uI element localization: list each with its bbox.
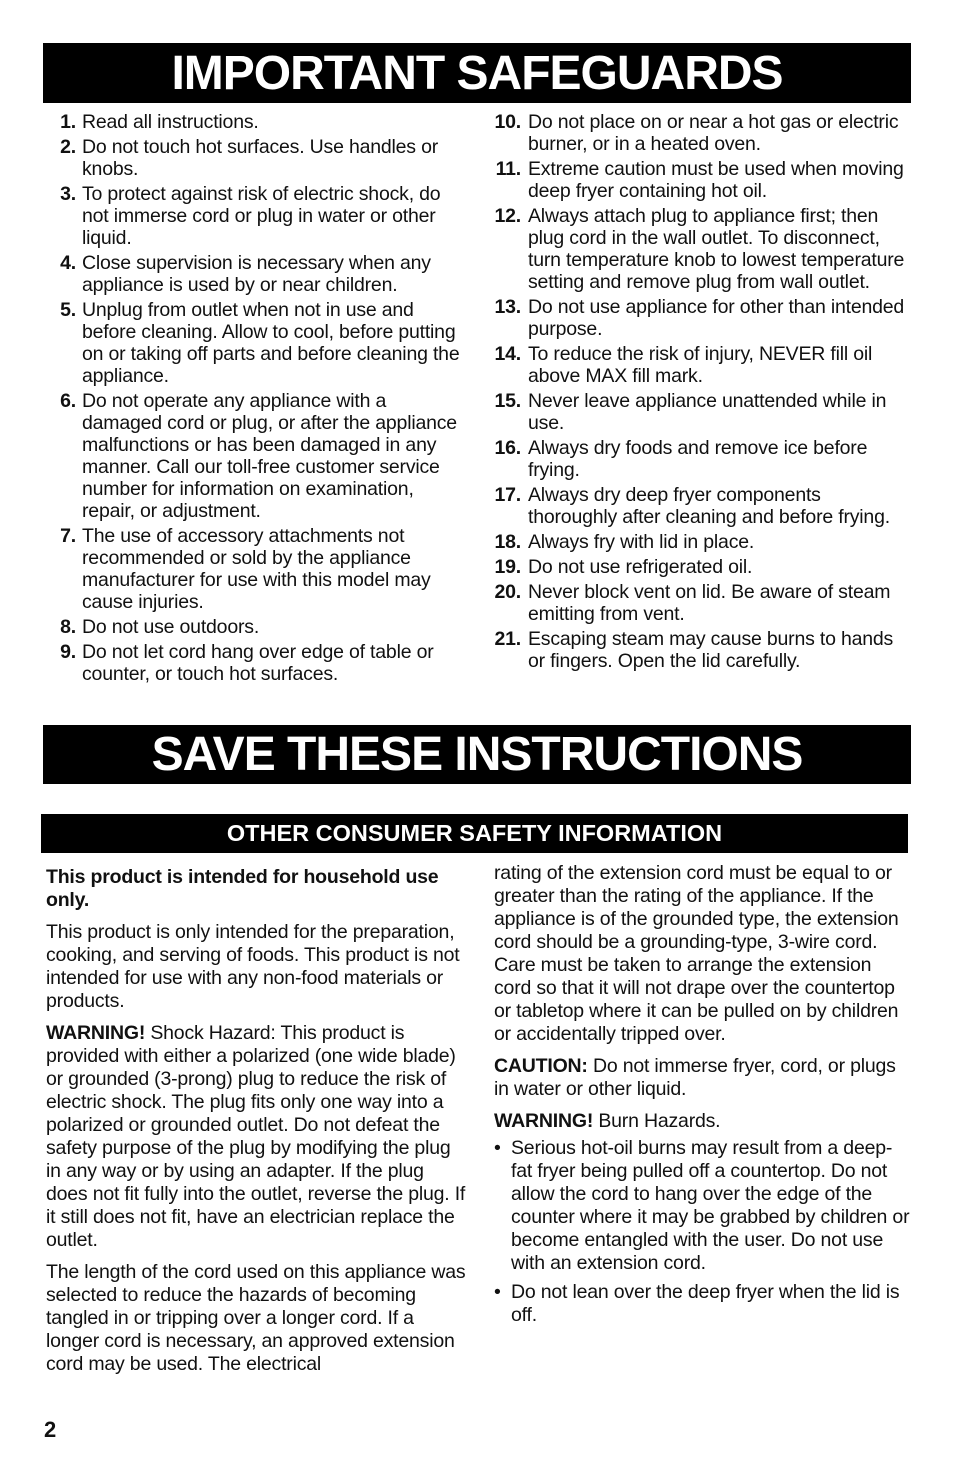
item-number: 6. xyxy=(60,390,76,412)
item-number: 4. xyxy=(60,252,76,274)
item-number: 20. xyxy=(494,581,521,603)
burn-warning-paragraph xyxy=(494,1110,910,1133)
burn-text: Burn Hazards. xyxy=(598,1110,721,1132)
shock-warning-paragraph xyxy=(46,1022,466,1252)
item-number: 19. xyxy=(494,556,521,578)
safeguard-item xyxy=(50,183,465,249)
safeguard-item xyxy=(486,484,906,528)
item-text: Read all instructions. xyxy=(82,111,259,133)
item-number: 13. xyxy=(494,296,521,318)
item-number: 8. xyxy=(60,616,76,638)
item-text: Do not use refrigerated oil. xyxy=(528,556,753,578)
save-instructions-banner: SAVE THESE INSTRUCTIONS xyxy=(43,725,911,784)
safeguard-item xyxy=(50,252,465,296)
item-text: Do not use outdoors. xyxy=(82,616,260,638)
item-number: 21. xyxy=(494,628,521,650)
safeguards-list-right xyxy=(486,111,906,672)
safeguard-item xyxy=(486,390,906,434)
item-text: To protect against risk of electric shock, do not immerse cord or plug in water or other liquid. xyxy=(82,183,441,249)
other-safety-banner: OTHER CONSUMER SAFETY INFORMATION xyxy=(41,814,908,853)
item-text: Extreme caution must be used when moving deep fryer containing hot oil. xyxy=(528,158,904,202)
bullet-icon: • xyxy=(494,1137,501,1159)
safeguards-left-column xyxy=(50,111,465,688)
safeguards-list-left xyxy=(50,111,465,685)
item-text: The use of accessory attachments not recommended or sold by the appliance manufacturer for use with this model may cause injuries. xyxy=(82,525,431,613)
safeguard-item xyxy=(486,111,906,155)
item-number: 16. xyxy=(494,437,521,459)
item-number: 1. xyxy=(60,111,76,133)
page-number: 2 xyxy=(44,1417,57,1442)
safeguard-item xyxy=(50,616,465,638)
safeguard-item xyxy=(486,581,906,625)
item-number: 18. xyxy=(494,531,521,553)
safeguard-item xyxy=(486,158,906,202)
item-text: Always fry with lid in place. xyxy=(528,531,755,553)
bullet-icon: • xyxy=(494,1281,501,1303)
item-number: 17. xyxy=(494,484,521,506)
item-number: 7. xyxy=(60,525,76,547)
safeguard-item xyxy=(50,641,465,685)
safeguard-item xyxy=(486,628,906,672)
safeguard-item xyxy=(50,525,465,613)
safeguard-item xyxy=(486,343,906,387)
item-number: 5. xyxy=(60,299,76,321)
item-text: Always attach plug to appliance first; then plug cord in the wall outlet. To disconnect, turn temperature knob to lowest temperature setting and remove plug from wall outlet. xyxy=(528,205,905,293)
caution-text: Do not immerse fryer, cord, or plugs in water or other liquid. xyxy=(494,1055,896,1100)
item-number: 12. xyxy=(494,205,521,227)
bullet-item xyxy=(494,1137,910,1275)
shock-text: Shock Hazard: This product is provided with either a polarized (one wide blade) or grounded (3-prong) plug to reduce the risk of electric shock. The plug fits only one way into a polarized or grounded outlet. Do not defeat the safety purpose of the plug by modifying the plug in any way or by using an adapter. If the plug does not fit fully into the outlet, reverse the plug. If it still does not fit, have an electrician replace the outlet. xyxy=(46,1022,466,1251)
safeguard-item xyxy=(486,296,906,340)
item-text: Do not place on or near a hot gas or electric burner, or in a heated oven. xyxy=(528,111,899,155)
item-text: Do not operate any appliance with a damaged cord or plug, or after the appliance malfunctions or has been damaged in any manner. Call our toll-free customer service number for information on examination, repair, or adjustment. xyxy=(82,390,457,522)
safeguard-item xyxy=(50,390,465,522)
bullet-text: Serious hot-oil burns may result from a deep-fat fryer being pulled off a countertop. Do not allow the cord to hang over the edge of the counter where it may be grabbed by children or become entangled with the user. Do not use with an extension cord. xyxy=(511,1137,910,1274)
other-info-left-column xyxy=(46,866,466,1385)
item-number: 11. xyxy=(495,158,521,180)
safeguard-item xyxy=(50,136,465,180)
item-number: 15. xyxy=(494,390,521,412)
safeguard-item xyxy=(50,299,465,387)
item-text: Unplug from outlet when not in use and before cleaning. Allow to cool, before putting on or taking off parts and before cleaning the appliance. xyxy=(82,299,460,387)
safeguard-item xyxy=(486,205,906,293)
safeguard-item xyxy=(486,531,906,553)
burn-bullet-list xyxy=(494,1137,910,1327)
bullet-item xyxy=(494,1281,910,1327)
safeguard-item xyxy=(486,556,906,578)
item-text: Always dry deep fryer components thoroughly after cleaning and before frying. xyxy=(528,484,890,528)
caution-paragraph xyxy=(494,1055,910,1101)
caution-label: CAUTION: xyxy=(494,1055,588,1077)
item-text: Do not use appliance for other than intended purpose. xyxy=(528,296,905,340)
item-text: Always dry foods and remove ice before frying. xyxy=(528,437,868,481)
item-text: Escaping steam may cause burns to hands or fingers. Open the lid carefully. xyxy=(528,628,894,672)
cord-paragraph-part1: The length of the cord used on this appliance was selected to reduce the hazards of becoming tangled in or tripping over a longer cord. If a longer cord is necessary, an approved extension cord may be used. The electrical xyxy=(46,1261,466,1375)
item-text: Never leave appliance unattended while in use. xyxy=(528,390,887,434)
household-heading: This product is intended for household use only. xyxy=(46,866,439,911)
item-number: 14. xyxy=(494,343,521,365)
item-text: Do not let cord hang over edge of table or counter, or touch hot surfaces. xyxy=(82,641,434,685)
item-number: 2. xyxy=(60,136,76,158)
item-text: Never block vent on lid. Be aware of steam emitting from vent. xyxy=(528,581,891,625)
item-number: 3. xyxy=(60,183,76,205)
burn-warning-label: WARNING! xyxy=(494,1110,594,1132)
item-number: 10. xyxy=(494,111,521,133)
item-text: To reduce the risk of injury, NEVER fill oil above MAX fill mark. xyxy=(528,343,873,387)
other-info-right-column xyxy=(494,862,910,1333)
warning-label: WARNING! xyxy=(46,1022,146,1044)
safeguards-right-column xyxy=(486,111,906,675)
safeguard-item xyxy=(50,111,465,133)
household-paragraph: This product is only intended for the preparation, cooking, and serving of foods. This product is not intended for use with any non-food materials or products. xyxy=(46,921,460,1012)
item-text: Do not touch hot surfaces. Use handles or knobs. xyxy=(82,136,439,180)
item-text: Close supervision is necessary when any appliance is used by or near children. xyxy=(82,252,431,296)
cord-paragraph-part2: rating of the extension cord must be equal to or greater than the rating of the appliance. If the appliance is of the grounded type, the extension cord should be a grounding-type, 3-wire cord. Care must be taken to arrange the extension cord so that it will not drape over the countertop or tabletop where it can be pulled on by children or accidentally tripped over. xyxy=(494,862,899,1045)
important-safeguards-banner: IMPORTANT SAFEGUARDS xyxy=(43,43,911,103)
bullet-text: Do not lean over the deep fryer when the lid is off. xyxy=(511,1281,900,1326)
safeguard-item xyxy=(486,437,906,481)
item-number: 9. xyxy=(60,641,76,663)
